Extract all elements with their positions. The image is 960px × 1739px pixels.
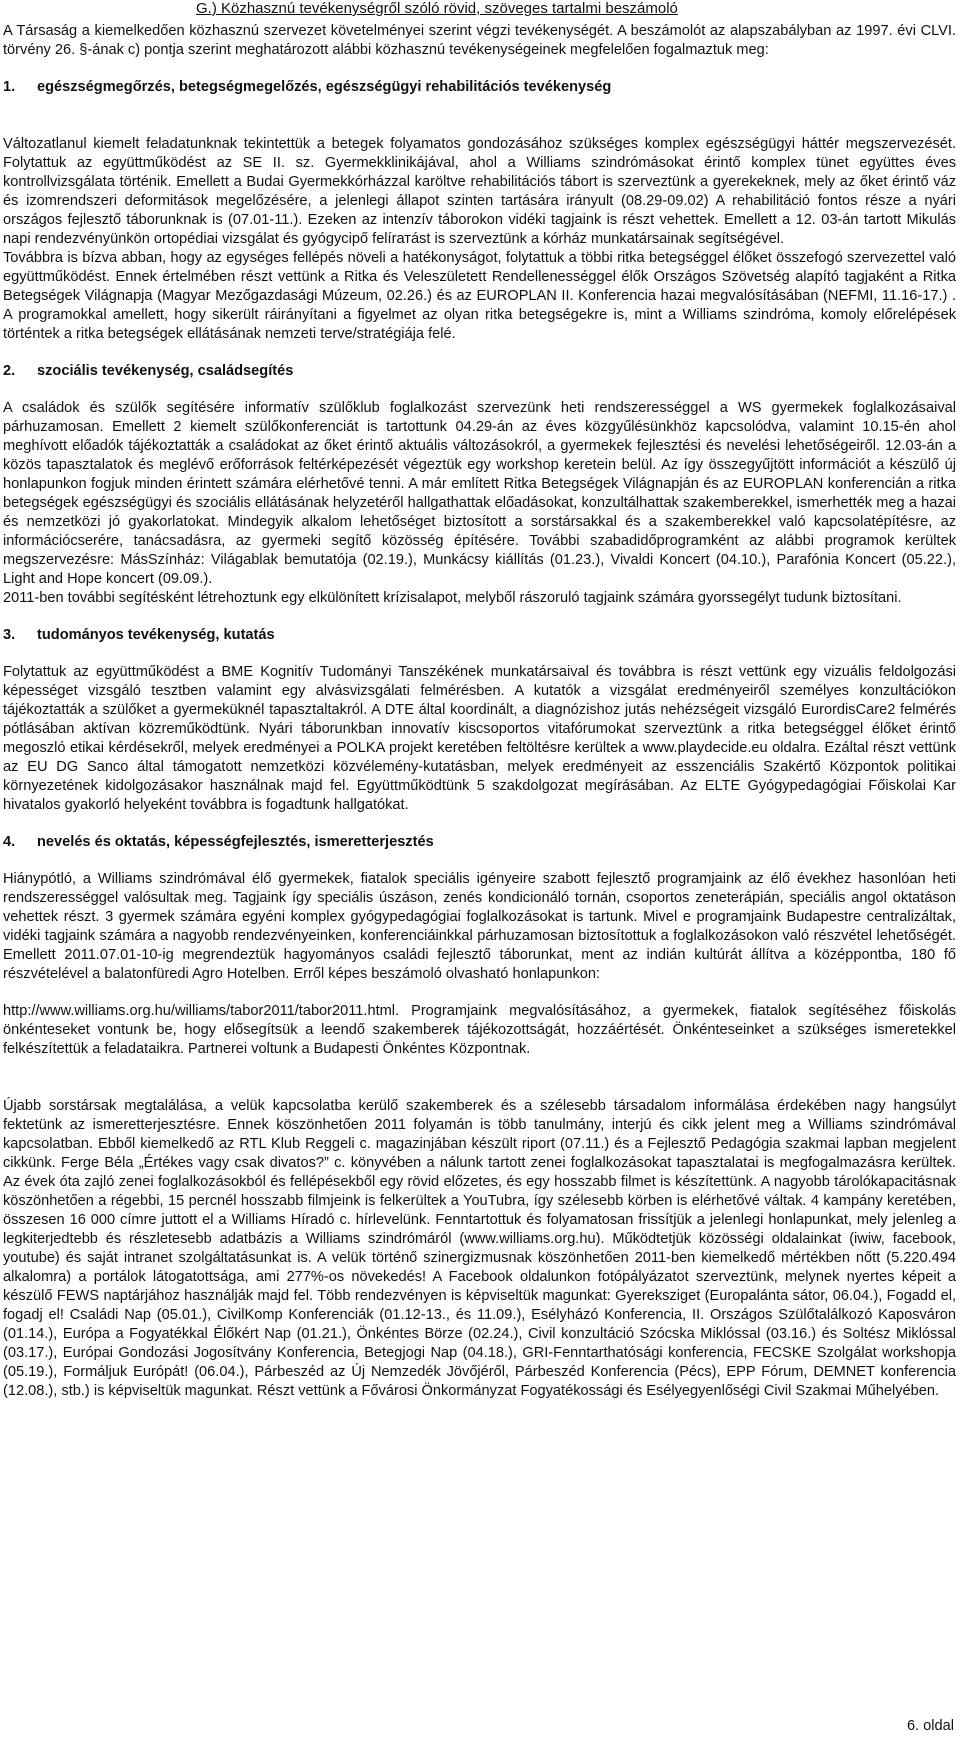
intro-paragraph: A Társaság a kiemelkedően közhasznú szervezet követelményei szerint végzi tevékenységét. A beszámolót az alapszabályban az 1997. évi CLVI. törvény 26. §-ának c) pontja szerint meghatározott alábbi közhasznú tevékenységeinek megfelelően fogalmaztuk meg:: [3, 23, 956, 58]
section-2-number: 2.: [3, 363, 16, 379]
section-3-title: [3, 626, 956, 645]
page-number: 6. oldal: [906, 1718, 954, 1734]
section-4-title: [3, 833, 956, 852]
page-heading: G.) Közhasznú tevékenységről szóló rövid, szöveges tartalmi beszámoló: [196, 0, 678, 17]
section-4-paragraph-2: http://www.williams.org.hu/williams/tabor2011/tabor2011.html. Programjaink megvalósításához, a gyermekek, fiatalok segítéséhez főiskolás önkénteseket vontunk be, hogy elősegítsük a leendő szakemberek tájékozottságát, hozzáértését. Önkénteseinket a szükséges ismeretekkel felkészítettük a feladataikra. Partnerei voltunk a Budapesti Önkéntes Központnak.: [3, 1003, 956, 1057]
section-1-paragraph-1: Változatlanul kiemelt feladatunknak tekintettük a betegek folyamatos gondozásához szükséges komplex egészségügyi háttér megszervezését. Folytattuk az együttműködést az SE II. sz. Gyermekklinikájával, ahol a Williams szindrómásokat érintő komplex tünet együttes éves kontrollvizsgálata történik. Emellett a Budai Gyermekkórházzal karöltve rehabilitációs tábort is szerveztünk a gyerekeknek, mely az őket érintő váz és izomrendszeri deformitások megelőzésére, a jelenlegi állapot szinten tartására irányult (08.29-09.02) A rehabilitáció fontos része a nyári országos fejlesztő táborunknak is (07.01-11.). Ezeken az intenzív táborokon vidéki tagjaink is részt vehettek. Emellett a 12. 03-án tartott Mikulás napi rendezvényünkön ortopédiai vizsgálat és gyógycipő felírатást is szerveztünk a kórház munkatársainak segítségével.: [3, 136, 956, 247]
section-1-title: [3, 78, 956, 97]
section-3-paragraph-1: Folytattuk az együttműködést a BME Kognitív Tudományi Tanszékének munkatársaival és továbbra is részt vettünk egy vizuális feldolgozási képességet vizsgáló tesztben valamint egy alvásvizsgálati felmérésben. A kutatók a vizsgálat eredményeiről személyes konzultációkon tájékoztatták a szülőket a gyermeküknél tapasztaltakról. A DTE által koordinált, a diagnózishoz jutás nehézségeit vizsgáló EurordisCare2 felmérés pótlásában aktívan közreműködtünk. Nyári táborunkban innovatív kiscsoportos vitafórumokat szerveztünk a ritka betegséggel élőket érintő megoszló etikai kérdésekről, melyek eredményei a POLKA projekt keretében feltöltésre kerültek a www.playdecide.eu oldalra. Ezáltal részt vettünk az EU DG Sanco által támogatott nemzetközi közvélemény-kutatásban, melyek eredményeit az esszenciális Szakértő Központok politikai környezetének kidolgozásakor használnak majd fel. Együttműködtünk 5 szakdolgozat megírásában. Az ELTE Gyógypedagógiai Főiskolai Kar hivatalos gyakorló helyeként továbbra is fogadtunk hallgatókat.: [3, 664, 956, 813]
section-2-paragraph-1: A családok és szülők segítésére informatív szülőklub foglalkozást szervezünk heti rendszerességgel a WS gyermekek foglalkozásaival párhuzamosan. Emellett 2 kiemelt szülőkonferenciát is tartottunk 04.29-án az éves közgyűlésünkhöz kapcsolódva, valamint 10.15-én ahol meghívott előadók tájékoztatták a családokat az őket érintő aktuális változásokról, a gyermekek fejlesztési és nevelési lehetőségeiről. 12.03-án a közös tapasztalatok és meglévő erőforrások feltérképezését végeztük egy workshop keretein belül. Az így összegyűjtött információt a készülő új honlapunkon fogjuk minden érintett számára elérhetővé tenni. A már említett Ritka Betegségek Világnapján és az EUROPLAN konferencián a ritka betegségek egészségügyi és szociális ellátásának helyzetéről hallgathattak előadásokat, konzultálhattak szakemberekkel, ismerhették meg a hazai és nemzetközi jó gyakorlatokat. Mindegyik alkalom lehetőséget biztosított a sorstársakkal és a szakemberekkel való kapcsolatépítésre, az információcserére, tanácsadásra, az gyermeki segítő közösség építésére. További szabadidőprogramként az alábbi programok kerültek megszervezésre: MásSzínház: Világablak bemutatója (02.19.), Munkácsy kiállítás (01.23.), Vivaldi Koncert (04.10.), Parafónia Koncert (05.22.), Light and Hope koncert (09.09.).: [3, 400, 956, 587]
document-body: [3, 22, 956, 1401]
section-4-number: 4.: [3, 834, 16, 850]
section-1-title-text: egészségmegőrzés, betegségmegelőzés, egészségügyi rehabilitációs tevékenység: [37, 79, 612, 95]
section-1-paragraph-2: Továbbra is bízva abban, hogy az egységes fellépés növeli a hatékonyságot, folytattuk a többi ritka betegséggel élőket összefogó szervezettel való együttműködést. Ennek értelmében részt vettünk a Ritka és Veleszületett Rendellenességgel élők Országos Szövetség alapító tagjaként a Ritka Betegségek Világnapja (Magyar Mezőgazdasági Múzeum, 02.26.) és az EUROPLAN II. Konferencia hazai megvalósításában (NEFMI, 11.16-17.) . A programokkal amellett, hogy sikerült ráirányítani a figyelmet az olyan ritka betegségekre is, mint a Williams szindróma, komoly előrelépések történtek a ritka betegségek ellátásának nemzeti terve/stratégiája felé.: [3, 250, 956, 342]
section-2-title: [3, 362, 956, 381]
section-3-number: 3.: [3, 627, 16, 643]
section-2-title-text: szociális tevékenység, családsegítés: [37, 363, 294, 379]
section-1-number: 1.: [3, 79, 16, 95]
section-4-paragraph-3: Újabb sorstársak megtalálása, a velük kapcsolatba kerülő szakemberek és a szélesebb társadalom informálása érdekében nagy hangsúlyt fektetünk az ismeretterjesztésre. Ennek köszönhetően 2011 folyamán is több tanulmány, interjú és cikk jelent meg a Williams szindrómával kapcsolatban. Ebből kiemelkedő az RTL Klub Reggeli c. magazinjában készült riport (07.11.) és a Fejlesztő Pedagógia szakmai lapban megjelent cikkünk. Ferge Béla „Értékes vagy csak divatos?” c. könyvében a nálunk tartott zenei foglalkozásokat tapasztalatai is megfogalmazásra kerültek. Az évek óta zajló zenei foglalkozásokból és fellépésekből egy rövid előzetes, és egy hosszabb filmet is készítettünk. A nagyobb tárolókapacitásnak köszönhetően a régebbi, 15 percnél hosszabb filmjeink is felkerültek a YouTubra, így szélesebb körben is elérhetővé váltak. 4 kampány keretében, összesen 16 000 címre juttott el a Williams Híradó c. hírlevelünk. Fenntartottuk és folyamatosan frissítjük a jelenlegi honlapunkat, mely jelenleg a legkiterjedtebb és részletesebb adatbázis a Williams szindrómáról (www.williams.org.hu). Működtetjük közösségi oldalainkat (iwiw, facebook, youtube) és saját intranet szolgáltatásunkat is. A velük történő szinergizmusnak köszönhetően 2011-ben kiemelkedő mértékben nőtt (5.220.494 alkalomra) a portálok látogatottsága, ami 277%-os növekedés! A Facebook oldalunkon fotópályázatot szerveztünk, melynek nyertes képeit a készülő FEWS naptárjához használják majd fel. Több rendezvényen is képviseltük magunkat: Gyereksziget (Europalánta sátor, 06.04.), Fogadd el, fogadj el! Családi Nap (05.01.), CivilKomp Konferenciák (01.12-13., és 11.09.), Esélyházó Konferencia, II. Országos Szülőtalálkozó Kaposváron (01.14.), Európa a Fogyatékkal Élőkért Nap (01.21.), Önkéntes Börze (02.24.), Civil konzultáció Szócska Miklóssal (03.16.) és Soltész Miklóssal (03.17.), Európai Gondozási Jogosítvány Konferencia, Betegjogi Nap (04.18.), GRI-Fenntarthatósági konferencia, FECSKE Szolgálat workshopja (05.19.), Formáljuk Európát! (06.04.), Párbeszéd az Új Nemzedék Jövőjéről, Párbeszéd Konferencia (Pécs), EPP Fórum, DEMNET konferencia (12.08.), stb.) is képviseltük magunkat. Részt vettünk a Fővárosi Önkormányzat Fogyatékossági és Esélyegyenlőségi Civil Szakmai Műhelyében.: [3, 1098, 956, 1399]
section-4-paragraph-1: Hiánypótló, a Williams szindrómával élő gyermekek, fiatalok speciális igényeire szabott fejlesztő programjaink az élő évekhez hasonlóan heti rendszerességgel valósultak meg. Tagjaink így speciális úszáson, zenés kondicionáló tornán, csoportos zeneterápián, speciális angol oktatáson vehettek részt. 3 gyermek számára egyéni komplex gyógypedagógiai foglalkozásokat is tartunk. Mivel e programjaink Budapestre centralizáltak, vidéki tagjaink számára a nagyobb rendezvényeinken, konferenciáinkkal párhuzamosan biztosítottuk a foglalkozásokon való részvétel lehetőségét. Emellett 2011.07.01-10-ig megrendeztük hagyományos családi fejlesztő táborunkat, ment az indián kultúrát állítva a középpontba, 180 fő részvételével a balatonfüredi Agro Hotelben. Erről képes beszámoló olvasható honlapunkon:: [3, 871, 956, 982]
section-2-paragraph-2: 2011-ben további segítésként létrehoztunk egy elkülönített krízisalapot, melyből rászoruló tagjaink számára gyorssegélyt tudunk biztosítani.: [3, 590, 902, 606]
section-3-title-text: tudományos tevékenység, kutatás: [37, 627, 275, 643]
section-4-title-text: nevelés és oktatás, képességfejlesztés, ismeretterjesztés: [37, 834, 434, 850]
